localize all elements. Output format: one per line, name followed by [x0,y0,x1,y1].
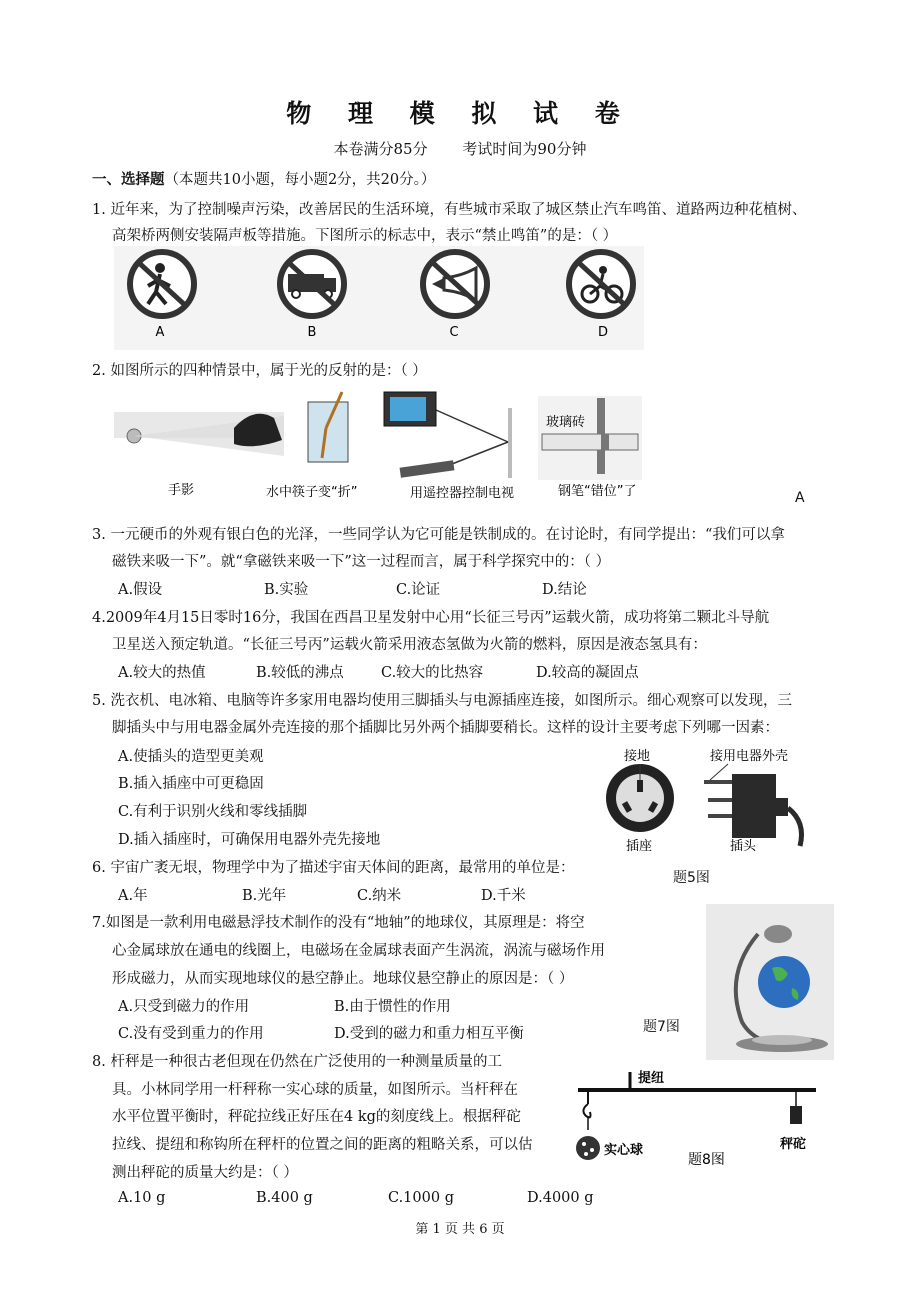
q5-option-d: D.插入插座时，可确保用电器外壳先接地 [118,832,381,848]
q3-option-b: B.实验 [264,582,309,598]
q3-option-a: A.假设 [118,582,163,598]
section-title: 一、选择题 [92,172,165,188]
q5-option-a: A.使插头的造型更美观 [118,749,264,765]
page-title: 物 理 模 拟 试 卷 [286,99,634,128]
q5-line1: 5. 洗衣机、电冰箱、电脑等许多家用电器均使用三脚插头与电源插座连接，如图所示。细心观察可以发现，三 [92,693,792,709]
label-plug: 插头 [730,839,757,854]
q6-option-c: C.纳米 [357,888,402,904]
fig8-caption: 题8图 [688,1152,725,1168]
stray-label: A [795,490,805,506]
fig7-caption: 题7图 [643,1019,680,1035]
q7-line2: 心金属球放在通电的线圈上，电磁场在金属球表面产生涡流，涡流与磁场作用 [112,943,605,959]
caption-hand-shadow: 手影 [168,483,195,498]
tv-remote-icon [384,392,512,478]
q3-line1: 3. 一元硬币的外观有银白色的光泽，一些同学认为它可能是铁制成的。在讨论时，有同学提出：“我们可以拿 [92,527,785,543]
solid-ball-icon [576,1136,600,1160]
q1-label-d: D [597,325,609,340]
label-counterweight: 秤砣 [780,1137,807,1152]
section-note: （本题共10小题，每小题2分，共20分。） [164,172,436,188]
q3-line2: 磁铁来吸一下”。就“拿磁铁来吸一下”这一过程而言，属于科学探究中的：（ ） [112,554,611,570]
q4-line1: 4.2009年4月15日零时16分，我国在西昌卫星发射中心用“长征三号丙”运载火箭，成功将第二颗北斗导航 [92,610,770,626]
q3-option-d: D.结论 [542,582,587,598]
q7-option-d: D.受到的磁力和重力相互平衡 [334,1026,524,1042]
q8-line1: 8. 杆秤是一种很古老但现在仍然在广泛使用的一种测量质量的工 [92,1054,502,1070]
q4-option-d: D.较高的凝固点 [536,665,639,681]
q1-label-a: A [155,325,165,340]
q1-line1: 1. 近年来，为了控制噪声污染，改善居民的生活环境，有些城市采取了城区禁止汽车鸣笛、道路两边种花植树、 [92,202,807,218]
q8-option-b: B.400 g [256,1190,313,1206]
q2-line1: 2. 如图所示的四种情景中，属于光的反射的是：（ ） [92,363,427,379]
q6-option-d: D.千米 [481,888,526,904]
q7-option-a: A.只受到磁力的作用 [118,999,250,1015]
section-heading [92,168,435,189]
q7-option-b: B.由于惯性的作用 [334,999,451,1015]
q7-line1: 7.如图是一款利用电磁悬浮技术制作的没有“地轴”的地球仪，其原理是：将空 [92,915,585,931]
label-solid-ball: 实心球 [604,1143,644,1158]
q8-line5: 测出秤砣的质量大约是：（ ） [112,1165,298,1181]
steelyard-icon [578,1072,816,1130]
caption-pen: 钢笔“错位”了 [558,484,637,499]
q5-line2: 脚插头中与用电器金属外壳连接的那个插脚比另外两个插脚要稍长。这样的设计主要考虑下列哪一因素： [112,720,779,736]
fig5-caption: 题5图 [673,870,710,886]
q4-option-b: B.较低的沸点 [256,665,344,681]
q8-line2: 具。小林同学用一杆秤称一实心球的质量，如图所示。当杆秤在 [112,1082,518,1098]
hand-shadow-icon [114,412,284,456]
q4-option-c: C.较大的比热容 [381,665,484,681]
caption-remote: 用遥控器控制电视 [410,486,515,501]
page-number: 第 1 页 共 6 页 [415,1222,505,1237]
q8-line3: 水平位置平衡时，秤砣拉线正好压在4 kg的刻度线上。根据秤砣 [112,1109,521,1125]
no-horn-sign-icon [423,252,487,316]
q6-option-a: A.年 [118,888,148,904]
q8-option-a: A.10 g [118,1190,166,1206]
q1-label-c: C [449,325,459,340]
q8-option-c: C.1000 g [388,1190,454,1206]
q6-option-b: B.光年 [242,888,287,904]
q5-option-c: C.有利于识别火线和零线插脚 [118,804,308,820]
glass-brick-pen-icon [538,396,642,480]
no-pedestrian-sign-icon [130,252,194,316]
label-case: 接用电器外壳 [710,749,789,764]
q1-sign-figure [114,246,644,350]
q3-option-c: C.论证 [396,582,441,598]
q1-label-b: B [307,325,317,340]
label-ground: 接地 [624,749,651,764]
no-truck-sign-icon [280,252,344,316]
glass-brick-label: 玻璃砖 [546,415,586,430]
label-lift-knob: 提纽 [638,1071,665,1086]
q8-option-d: D.4000 g [527,1190,594,1206]
label-socket: 插座 [626,839,653,854]
bent-chopstick-icon [308,392,348,462]
q6-line1: 6. 宇宙广袤无垠，物理学中为了描述宇宙天体间的距离，最常用的单位是： [92,860,575,876]
q2-figure [114,388,674,508]
q7-option-c: C.没有受到重力的作用 [118,1026,264,1042]
q7-globe-figure [706,904,834,1060]
no-bicycle-sign-icon [569,252,633,316]
q8-line4: 拉线、提纽和称钩所在秤杆的位置之间的距离的粗略关系，可以估 [112,1137,533,1153]
q1-line2: 高架桥两侧安装隔声板等措施。下图所示的标志中，表示“禁止鸣笛”的是：（ ） [112,228,618,244]
q8-steelyard-figure [572,1068,822,1168]
q7-line3: 形成磁力，从而实现地球仪的悬空静止。地球仪悬空静止的原因是：（ ） [112,971,574,987]
page-subtitle: 本卷满分85分 考试时间为90分钟 [333,140,587,158]
q5-plug-figure [600,742,820,854]
q4-option-a: A.较大的热值 [118,665,206,681]
q5-option-b: B.插入插座中可更稳固 [118,776,264,792]
q4-line2: 卫星送入预定轨道。“长征三号丙”运载火箭采用液态氢做为火箭的燃料，原因是液态氢具有： [112,637,707,653]
caption-chopstick: 水中筷子变“折” [266,485,358,500]
